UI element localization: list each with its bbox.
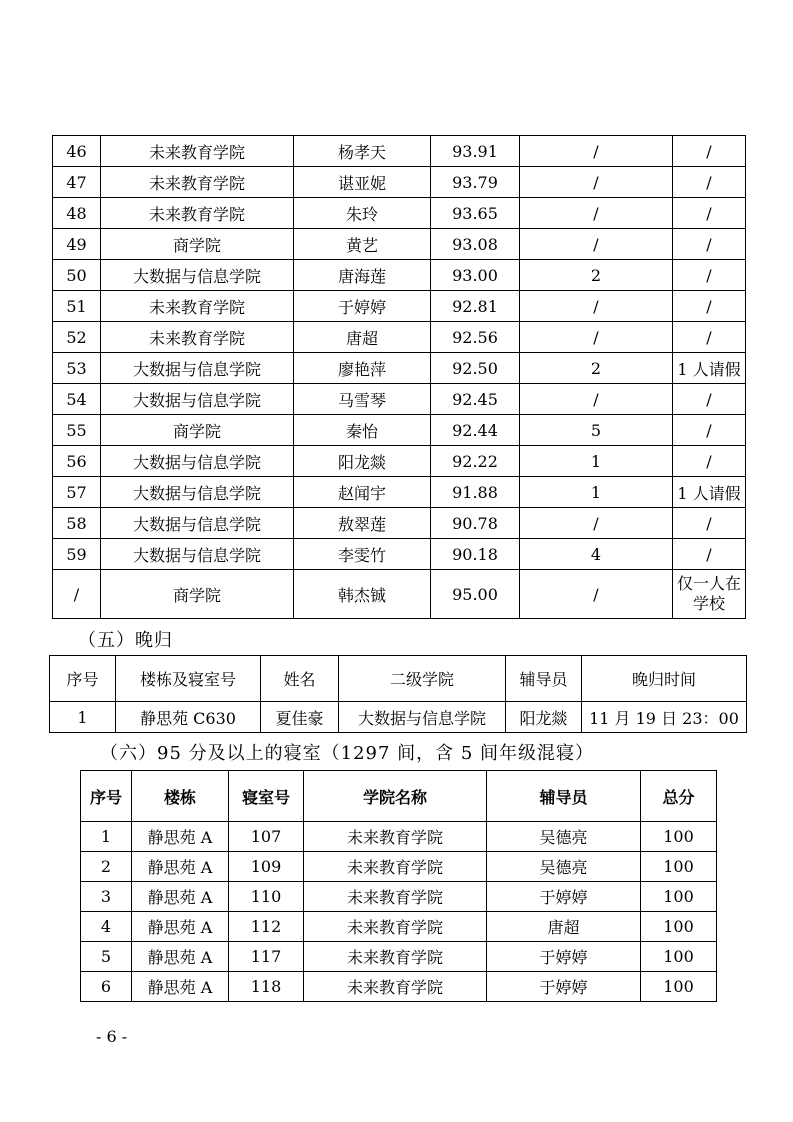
table-cell: 于婷婷 xyxy=(487,882,641,912)
table-row xyxy=(53,136,746,167)
table-cell: 大数据与信息学院 xyxy=(101,353,294,384)
table-cell: 58 xyxy=(53,508,101,539)
table-cell: 未来教育学院 xyxy=(101,167,294,198)
table-row xyxy=(53,384,746,415)
table-cell: 95.00 xyxy=(431,570,520,619)
table-header-cell: 楼栋 xyxy=(132,771,229,822)
table-cell: / xyxy=(53,570,101,619)
table-cell: / xyxy=(673,446,746,477)
table-cell: 李雯竹 xyxy=(294,539,431,570)
table-cell: / xyxy=(673,508,746,539)
dorm-score-table xyxy=(52,135,746,619)
table-header-row xyxy=(81,771,717,822)
table-cell: / xyxy=(673,322,746,353)
table-cell: 1 xyxy=(81,822,132,852)
table-cell: 2 xyxy=(81,852,132,882)
table-row xyxy=(53,229,746,260)
page-number: - 6 - xyxy=(96,1027,128,1046)
table-cell: 109 xyxy=(229,852,304,882)
table-cell: 92.44 xyxy=(431,415,520,446)
table-cell: 吴德亮 xyxy=(487,822,641,852)
table-cell: 唐超 xyxy=(487,912,641,942)
table-cell: / xyxy=(673,291,746,322)
table-cell: 2 xyxy=(520,260,673,291)
table-cell: / xyxy=(673,229,746,260)
table-cell: 唐海莲 xyxy=(294,260,431,291)
table-cell: 92.50 xyxy=(431,353,520,384)
table-cell: 6 xyxy=(81,972,132,1002)
table-cell: 100 xyxy=(641,822,717,852)
table-cell: / xyxy=(673,198,746,229)
late-return-table xyxy=(49,655,747,733)
table-cell: 马雪琴 xyxy=(294,384,431,415)
table-cell: 59 xyxy=(53,539,101,570)
table-cell: 谌亚妮 xyxy=(294,167,431,198)
table-cell: 91.88 xyxy=(431,477,520,508)
table-cell: 晚归时间 xyxy=(582,656,747,702)
table-row xyxy=(53,570,746,619)
table-header-cell: 学院名称 xyxy=(304,771,487,822)
section-heading-high-score-dorms: （六）95 分及以上的寝室（1297 间，含 5 间年级混寝） xyxy=(100,743,595,764)
table-row xyxy=(53,291,746,322)
table-cell: / xyxy=(520,384,673,415)
table-cell: 未来教育学院 xyxy=(304,972,487,1002)
table-cell: 117 xyxy=(229,942,304,972)
table-cell: 未来教育学院 xyxy=(304,822,487,852)
table-header-cell: 序号 xyxy=(81,771,132,822)
table-cell: / xyxy=(673,260,746,291)
table-cell: 唐超 xyxy=(294,322,431,353)
table-row xyxy=(53,446,746,477)
table-cell: 5 xyxy=(81,942,132,972)
table-row xyxy=(50,702,747,733)
table-cell: 于婷婷 xyxy=(487,972,641,1002)
table-row xyxy=(53,477,746,508)
table-cell: 秦怡 xyxy=(294,415,431,446)
table-cell: 118 xyxy=(229,972,304,1002)
table-cell: 49 xyxy=(53,229,101,260)
table-cell: 53 xyxy=(53,353,101,384)
table-row xyxy=(53,353,746,384)
table-cell: 100 xyxy=(641,882,717,912)
table-cell: 1 xyxy=(50,702,116,733)
table-cell: 90.78 xyxy=(431,508,520,539)
table-cell: 大数据与信息学院 xyxy=(101,539,294,570)
table-row xyxy=(53,539,746,570)
table-cell: / xyxy=(673,539,746,570)
table-row xyxy=(81,852,717,882)
table-cell: 敖翠莲 xyxy=(294,508,431,539)
table-cell: 未来教育学院 xyxy=(101,136,294,167)
table-cell: 静思苑 A xyxy=(132,852,229,882)
table-cell: 48 xyxy=(53,198,101,229)
table-cell: 黄艺 xyxy=(294,229,431,260)
table-cell: 楼栋及寝室号 xyxy=(116,656,261,702)
table-cell: 未来教育学院 xyxy=(101,291,294,322)
table-cell: 辅导员 xyxy=(506,656,582,702)
table-cell: 55 xyxy=(53,415,101,446)
table-cell: 静思苑 A xyxy=(132,882,229,912)
table-cell: 52 xyxy=(53,322,101,353)
table-cell: 100 xyxy=(641,972,717,1002)
table-cell: / xyxy=(520,229,673,260)
table-cell: 92.56 xyxy=(431,322,520,353)
table-cell: 未来教育学院 xyxy=(101,198,294,229)
table-cell: 静思苑 C630 xyxy=(116,702,261,733)
table-cell: 大数据与信息学院 xyxy=(101,446,294,477)
table-cell: 107 xyxy=(229,822,304,852)
table-cell: 阳龙燚 xyxy=(506,702,582,733)
table-cell: 100 xyxy=(641,942,717,972)
table-cell: 100 xyxy=(641,912,717,942)
table-cell: 93.91 xyxy=(431,136,520,167)
table-cell: 4 xyxy=(81,912,132,942)
table-cell: 1 xyxy=(520,477,673,508)
table-cell: 未来教育学院 xyxy=(304,912,487,942)
table-cell: 47 xyxy=(53,167,101,198)
table-cell: 2 xyxy=(520,353,673,384)
table-header-row xyxy=(50,656,747,702)
table-cell: 57 xyxy=(53,477,101,508)
table-header-cell: 总分 xyxy=(641,771,717,822)
table-cell: 100 xyxy=(641,852,717,882)
table-cell: 3 xyxy=(81,882,132,912)
table-cell: 92.22 xyxy=(431,446,520,477)
table-cell: 阳龙燚 xyxy=(294,446,431,477)
table-header-cell: 辅导员 xyxy=(487,771,641,822)
table-cell: 姓名 xyxy=(261,656,339,702)
table-row xyxy=(53,508,746,539)
table-cell: 静思苑 A xyxy=(132,942,229,972)
table-cell: 赵闻宇 xyxy=(294,477,431,508)
table-cell: 92.45 xyxy=(431,384,520,415)
table-cell: / xyxy=(520,198,673,229)
table-cell: / xyxy=(673,384,746,415)
table-row xyxy=(81,882,717,912)
table-cell: 54 xyxy=(53,384,101,415)
table-cell: 韩杰铖 xyxy=(294,570,431,619)
table-cell: 大数据与信息学院 xyxy=(101,260,294,291)
high-score-dorm-table xyxy=(80,770,717,1002)
table-cell: 大数据与信息学院 xyxy=(101,384,294,415)
table-cell: 4 xyxy=(520,539,673,570)
table-cell: 1 xyxy=(520,446,673,477)
table-cell: 序号 xyxy=(50,656,116,702)
table-row xyxy=(81,912,717,942)
table-cell: 大数据与信息学院 xyxy=(101,477,294,508)
table-cell: 92.81 xyxy=(431,291,520,322)
table-row xyxy=(53,415,746,446)
table-cell: 商学院 xyxy=(101,229,294,260)
table-cell: 50 xyxy=(53,260,101,291)
table-row xyxy=(53,322,746,353)
table-cell: 90.18 xyxy=(431,539,520,570)
table-cell: / xyxy=(673,415,746,446)
table-cell: 商学院 xyxy=(101,570,294,619)
table-cell: 大数据与信息学院 xyxy=(101,508,294,539)
table-cell: 夏佳豪 xyxy=(261,702,339,733)
table-cell: 5 xyxy=(520,415,673,446)
table-cell: 11 月 19 日 23：00 xyxy=(582,702,747,733)
table-cell: 仅一人在学校 xyxy=(673,570,746,619)
table-cell: 51 xyxy=(53,291,101,322)
table-cell: / xyxy=(520,570,673,619)
table-cell: 杨孝天 xyxy=(294,136,431,167)
table-row xyxy=(53,260,746,291)
table-row xyxy=(81,942,717,972)
table-cell: 于婷婷 xyxy=(294,291,431,322)
table-cell: 于婷婷 xyxy=(487,942,641,972)
table-cell: 93.08 xyxy=(431,229,520,260)
table-cell: 商学院 xyxy=(101,415,294,446)
table-cell: 静思苑 A xyxy=(132,822,229,852)
table-cell: 110 xyxy=(229,882,304,912)
table-cell: 静思苑 A xyxy=(132,912,229,942)
table-cell: / xyxy=(673,167,746,198)
table-cell: 93.79 xyxy=(431,167,520,198)
table-cell: 46 xyxy=(53,136,101,167)
table-cell: 未来教育学院 xyxy=(101,322,294,353)
table-cell: / xyxy=(520,291,673,322)
table-cell: 廖艳萍 xyxy=(294,353,431,384)
table-header-cell: 寝室号 xyxy=(229,771,304,822)
table-cell: 二级学院 xyxy=(339,656,506,702)
table-cell: 大数据与信息学院 xyxy=(339,702,506,733)
table-cell: / xyxy=(520,508,673,539)
table-cell: 未来教育学院 xyxy=(304,882,487,912)
table-cell: 静思苑 A xyxy=(132,972,229,1002)
section-heading-late-return: （五）晚归 xyxy=(78,630,173,651)
table-cell: 56 xyxy=(53,446,101,477)
table-cell: 吴德亮 xyxy=(487,852,641,882)
table-row xyxy=(81,972,717,1002)
table-cell: 未来教育学院 xyxy=(304,942,487,972)
table-cell: / xyxy=(520,136,673,167)
table-cell: / xyxy=(673,136,746,167)
table-cell: 未来教育学院 xyxy=(304,852,487,882)
table-cell: 112 xyxy=(229,912,304,942)
table-row xyxy=(53,167,746,198)
table-cell: / xyxy=(520,167,673,198)
table-cell: / xyxy=(520,322,673,353)
table-cell: 93.65 xyxy=(431,198,520,229)
table-row xyxy=(53,198,746,229)
table-row xyxy=(81,822,717,852)
table-cell: 1 人请假 xyxy=(673,353,746,384)
table-cell: 1 人请假 xyxy=(673,477,746,508)
table-cell: 93.00 xyxy=(431,260,520,291)
table-cell: 朱玲 xyxy=(294,198,431,229)
